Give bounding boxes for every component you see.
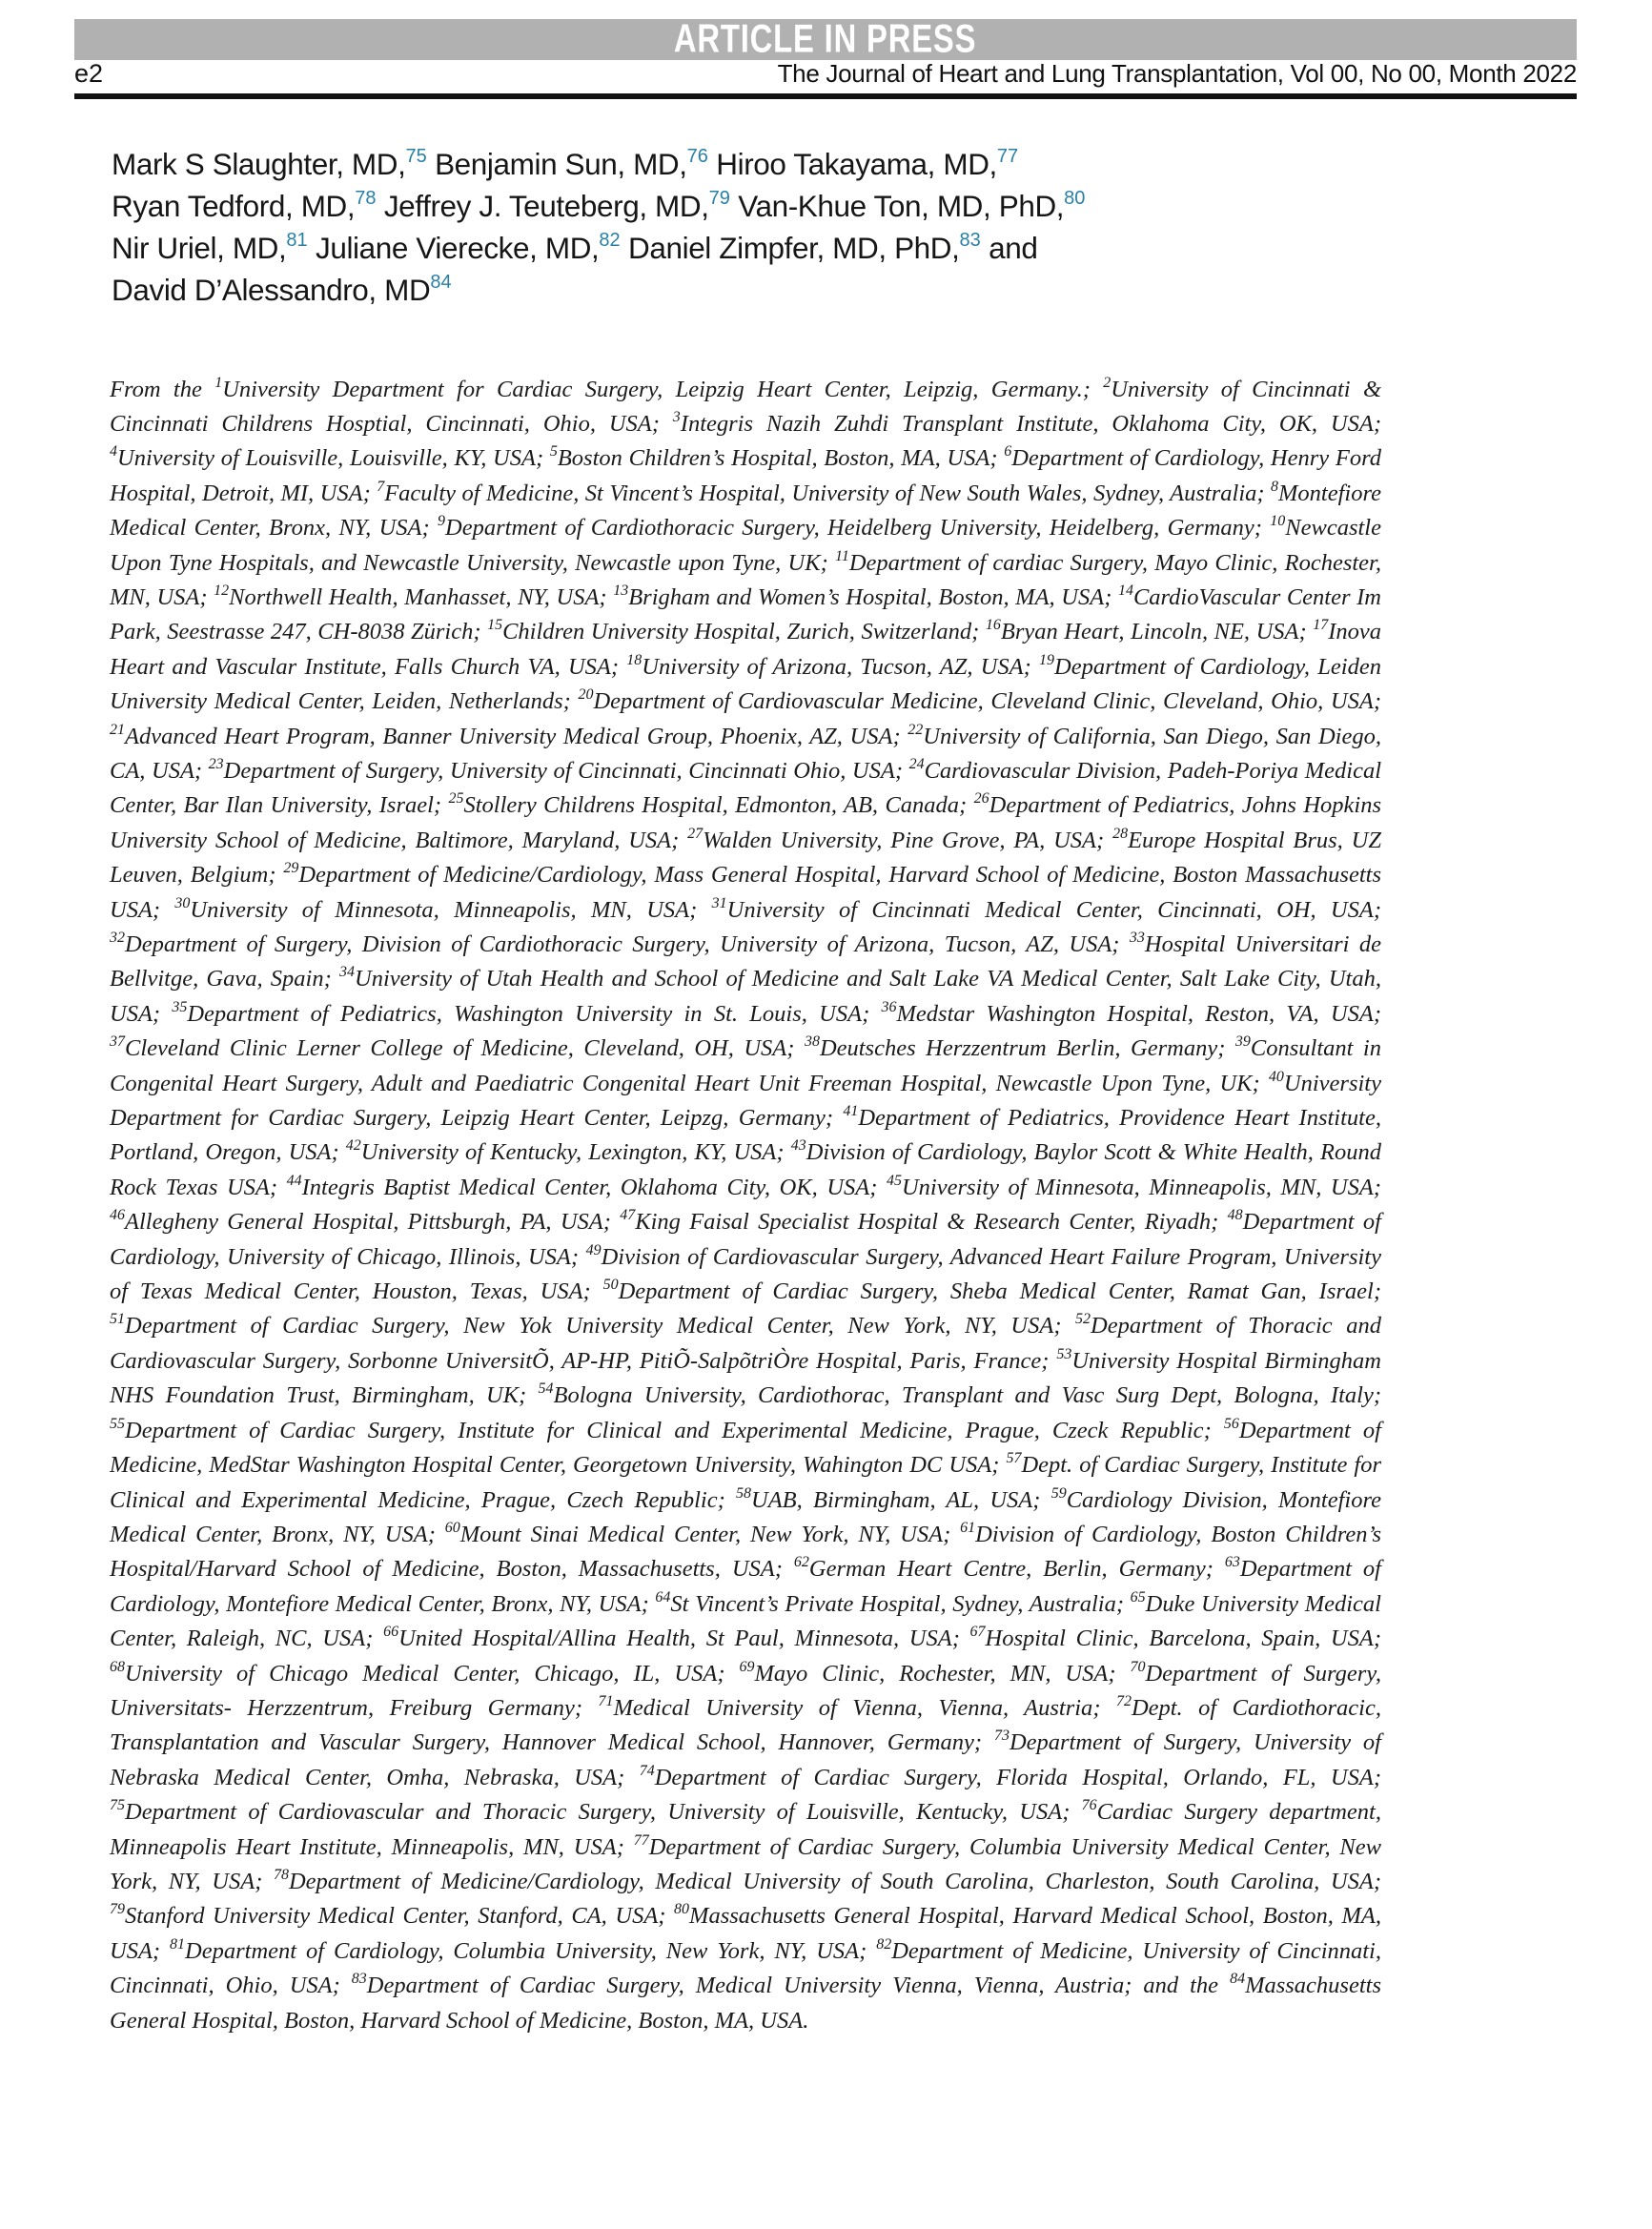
- affiliation-number: 31: [711, 894, 727, 911]
- article-in-press-label: ARTICLE IN PRESS: [674, 16, 977, 62]
- affiliation-number: 77: [633, 1831, 649, 1849]
- affiliation-number: 17: [1313, 617, 1329, 634]
- affiliation-number: 32: [110, 930, 125, 946]
- affiliation-number: 36: [881, 998, 897, 1015]
- affiliation-number: 6: [1004, 443, 1012, 460]
- affiliation-number: 27: [687, 825, 704, 842]
- affiliation-number: 14: [1117, 582, 1133, 599]
- affiliation-number: 41: [843, 1103, 859, 1120]
- affiliation-number: 59: [1050, 1484, 1067, 1502]
- author-affiliation-superscript: 82: [599, 229, 621, 251]
- page-number: e2: [74, 59, 104, 88]
- affiliation-number: 80: [674, 1901, 690, 1918]
- author-name: and: [980, 230, 1038, 265]
- author-affiliation-superscript: 79: [708, 187, 730, 209]
- author-name: Mark S Slaughter, MD,: [112, 146, 406, 181]
- affiliation-number: 46: [110, 1207, 125, 1224]
- affiliation-number: 7: [377, 478, 385, 495]
- affiliation-number: 43: [790, 1137, 806, 1155]
- affiliation-number: 38: [804, 1033, 820, 1051]
- affiliation-number: 72: [1115, 1692, 1132, 1709]
- affiliation-number: 15: [487, 617, 503, 634]
- affiliation-number: 11: [835, 547, 849, 564]
- affiliation-number: 44: [286, 1172, 302, 1189]
- affiliation-number: 53: [1056, 1345, 1072, 1362]
- affiliation-number: 42: [345, 1137, 361, 1155]
- author-list: [112, 143, 1294, 311]
- affiliation-number: 60: [444, 1519, 460, 1536]
- author-affiliation-superscript: 78: [355, 187, 377, 209]
- affiliation-number: 30: [174, 894, 191, 911]
- author-name: Benjamin Sun, MD,: [426, 146, 687, 181]
- affiliation-number: 62: [793, 1554, 809, 1571]
- affiliation-number: 67: [969, 1624, 986, 1641]
- affiliation-number: 23: [208, 755, 224, 772]
- affiliation-number: 61: [960, 1519, 976, 1536]
- author-affiliation-superscript: 84: [430, 271, 452, 293]
- author-name: Juliane Vierecke, MD,: [307, 230, 600, 265]
- author-affiliation-superscript: 77: [996, 145, 1019, 167]
- affiliation-number: 28: [1112, 825, 1129, 842]
- affiliation-number: 5: [549, 443, 558, 460]
- affiliation-number: 24: [908, 755, 925, 772]
- affiliation-number: 33: [1129, 930, 1145, 946]
- author-name: Nir Uriel, MD,: [112, 230, 287, 265]
- affiliation-number: 48: [1227, 1207, 1243, 1224]
- affiliation-number: 64: [655, 1588, 671, 1605]
- author-name: David D’Alessandro, MD: [112, 272, 431, 307]
- affiliation-number: 39: [1234, 1033, 1251, 1051]
- affiliation-number: 70: [1130, 1658, 1146, 1675]
- affiliation-number: 56: [1223, 1415, 1239, 1432]
- affiliation-number: 47: [620, 1207, 636, 1224]
- affiliation-number: 73: [993, 1728, 1010, 1745]
- affiliation-number: 19: [1039, 651, 1054, 668]
- affiliation-number: 2: [1103, 374, 1112, 391]
- affiliation-number: 63: [1224, 1554, 1240, 1571]
- affiliation-number: 3: [672, 408, 681, 425]
- affiliation-number: 12: [214, 582, 230, 599]
- author-name: Van-Khue Ton, MD, PhD,: [729, 188, 1065, 223]
- affiliation-number: 1: [214, 374, 223, 391]
- affiliation-number: 81: [170, 1935, 186, 1953]
- affiliation-number: 10: [1270, 513, 1286, 530]
- running-header: [74, 59, 1577, 89]
- header-rule: [74, 93, 1577, 99]
- affiliation-number: 69: [739, 1658, 755, 1675]
- author-affiliation-superscript: 81: [286, 229, 308, 251]
- affiliation-number: 51: [110, 1311, 125, 1328]
- affiliation-number: 74: [639, 1762, 655, 1779]
- affiliation-number: 54: [538, 1380, 554, 1398]
- affiliation-number: 13: [613, 582, 629, 599]
- affiliation-number: 75: [110, 1797, 125, 1814]
- affiliation-number: 21: [110, 721, 125, 738]
- author-affiliation-superscript: 75: [405, 145, 427, 167]
- affiliation-number: 4: [110, 443, 117, 460]
- affiliation-number: 20: [578, 686, 594, 704]
- affiliation-number: 25: [448, 790, 464, 808]
- affiliation-number: 8: [1271, 478, 1279, 495]
- affiliation-number: 29: [283, 860, 299, 877]
- affiliation-number: 9: [438, 513, 446, 530]
- affiliation-number: 65: [1130, 1588, 1146, 1605]
- affiliation-number: 58: [736, 1484, 751, 1502]
- affiliations: From the $^1$University Department for Cardiac Surgery, Leipzig Heart Center, Leipzig, Germany.; $^2$University of Cincinnati & Cincinnati Childrens Hosptial, Cincinnati, Ohio, USA; $^3$Integris Nazih Zuhdi Transplant Institute, Oklahoma City, OK, USA; $^4$University of Louisville, Louisville, KY, USA; $^5$Boston Children’s Hospital, Boston, MA, USA; $^6$Department of Cardiology, Henry Ford Hospital, Detroit, MI, USA; $^7$Faculty of Medicine, St Vincent’s Hospital, University of New South Wales, Sydney, Australia; $^8$Montefiore Medical Center, Bronx, NY, USA; $^9$Department of Cardiothoracic Surgery, Heidelberg University, Heidelberg, Germany; $^{10}$Newcastle Upon Tyne Hospitals, and Newcastle University, Newcastle upon Tyne, UK; $^{11}$Department of cardiac Surgery, Mayo Clinic, Rochester, MN, USA; $^{12}$Northwell Health, Manhasset, NY, USA; $^{13}$Brigham and Women’s Hospital, Boston, MA, USA; $^{14}$CardioVascular Center Im Park, Seestrasse 247, CH-8038 Zürich; $^{15}$Children University Hospital, Zurich, Switzerland; $^{16}$Bryan Heart, Lincoln, NE, USA; $^{17}$Inova Heart and Vascular Institute, Falls Church VA, USA; $^{18}$University of Arizona, Tucson, AZ, USA; $^{19}$Department of Cardiology, Leiden University Medical Center, Leiden, Netherlands; $^{20}$Department of Cardiovascular Medicine, Cleveland Clinic, Cleveland, Ohio, USA; $^{21}$Advanced Heart Program, Banner University Medical Group, Phoenix, AZ, USA; $^{22}$University of California, San Diego, San Diego, CA, USA; $^{23}$Department of Surgery, University of Cincinnati, Cincinnati Ohio, USA; $^{24}$Cardiovascular Division, Padeh-Poriya Medical Center, Bar Ilan University, Israel; $^{25}$Stollery Childrens Hospital, Edmonton, AB, Canada; $^{26}$Department of Pediatrics, Johns Hopkins University School of Medicine, Baltimore, Maryland, USA; $^{27}$Walden University, Pine Grove, PA, USA; $^{28}$Europe Hospital Brus, UZ Leuven, Belgium; $^{29}$Department of Medicine/Cardiology, Mass General Hospital, Harvard School of Medicine, Boston Massachusetts USA; $^{30}$University of Minnesota, Minneapolis, MN, USA; $^{31}$University of Cincinnati Medical Center, Cincinnati, OH, USA; $^{32}$Department of Surgery, Division of Cardiothoracic Surgery, University of Arizona, Tucson, AZ, USA; $^{33}$Hospital Universitari de Bellvitge, Gava, Spain; $^{34}$University of Utah Health and School of Medicine and Salt Lake VA Medical Center, Salt Lake City, Utah, USA; $^{35}$Department of Pediatrics, Washington University in St. Louis, USA; $^{36}$Medstar Washington Hospital, Reston, VA, USA; $^{37}$Cleveland Clinic Lerner College of Medicine, Cleveland, OH, USA; $^{38}$Deutsches Herzzentrum Berlin, Germany; $^{39}$Consultant in Congenital Heart Surgery, Adult and Paediatric Congenital Heart Unit Freeman Hospital, Newcastle Upon Tyne, UK; $^{40}$University Department for Cardiac Surgery, Leipzig Heart Center, Leipzg, Germany; $^{41}$Department of Pediatrics, Providence Heart Institute, Portland, Oregon, USA; $^{42}$University of Kentucky, Lexington, KY, USA; $^{43}$Division of Cardiology, Baylor Scott & White Health, Round Rock Texas USA; $^{44}$Integris Baptist Medical Center, Oklahoma City, OK, USA; $^{45}$University of Minnesota, Minneapolis, MN, USA; $^{46}$Allegheny General Hospital, Pittsburgh, PA, USA; $^{47}$King Faisal Specialist Hospital & Research Center, Riyadh; $^{48}$Department of Cardiology, University of Chicago, Illinois, USA; $^{49}$Division of Cardiovascular Surgery, Advanced Heart Failure Program, University of Texas Medical Center, Houston, Texas, USA; $^{50}$Department of Cardiac Surgery, Sheba Medical Center, Ramat Gan, Israel; $^{51}$Department of Cardiac Surgery, New Yok University Medical Center, New York, NY, USA; $^{52}$Department of Thoracic and Cardiovascular Surgery, Sorbonne UniversitÕ, AP-HP, PitiÕ-SalpõtriÒre Hospital, Paris, France; $^{53}$University Hospital Birmingham NHS Foundation Trust, Birmingham, UK; $^{54}$Bologna University, Cardiothorac, Transplant and Vasc Surg Dept, Bologna, Italy; $^{55}$Department of Cardiac Surgery, Institute for Clinical and Experimental Medicine, Prague, Czeck Republic; $^{56}$Department of Medicine, MedStar Washington Hospital Center, Georgetown University, Wahington DC USA; $^{57}$Dept. of Cardiac Surgery, Institute for Clinical and Experimental Medicine, Prague, Czech Republic; $^{58}$UAB, Birmingham, AL, USA; $^{59}$Cardiology Division, Montefiore Medical Center, Bronx, NY, USA; $^{60}$Mount Sinai Medical Center, New York, NY, USA; $^{61}$Division of Cardiology, Boston Children’s Hospital/Harvard School of Medicine, Boston, Massachusetts, USA; $^{62}$German Heart Centre, Berlin, Germany; $^{63}$Department of Cardiology, Montefiore Medical Center, Bronx, NY, USA; $^{64}$St Vincent’s Private Hospital, Sydney, Australia; $^{65}$Duke University Medical Center, Raleigh, NC, USA; $^{66}$United Hospital/Allina Health, St Paul, Minnesota, USA; $^{67}$Hospital Clinic, Barcelona, Spain, USA; $^{68}$University of Chicago Medical Center, Chicago, IL, USA; $^{69}$Mayo Clinic, Rochester, MN, USA; $^{70}$Department of Surgery, Universitats- Herzzentrum, Freiburg Germany; $^{71}$Medical University of Vienna, Vienna, Austria; $^{72}$Dept. of Cardiothoracic, Transplantation and Vascular Surgery, Hannover Medical School, Hannover, Germany; $^{73}$Department of Surgery, University of Nebraska Medical Center, Omha, Nebraska, USA; $^{74}$Department of Cardiac Surgery, Florida Hospital, Orlando, FL, USA; $^{75}$Department of Cardiovascular and Thoracic Surgery, University of Louisville, Kentucky, USA; $^{76}$Cardiac Surgery department, Minneapolis Heart Institute, Minneapolis, MN, USA; $^{77}$Department of Cardiac Surgery, Columbia University Medical Center, New York, NY, USA; $^{78}$Department of Medicine/Cardiology, Medical University of South Carolina, Charleston, South Carolina, USA; $^{79}$Stanford University Medical Center, Stanford, CA, USA; $^{80}$Massachusetts General Hospital, Harvard Medical School, Boston, MA, USA; $^{81}$Department of Cardiology, Columbia University, New York, NY, USA; $^{82}$Department of Medicine, University of Cincinnati, Cincinnati, Ohio, USA; $^{83}$Department of Cardiac Surgery, Medical University Vienna, Vienna, Austria; and the $^{84}$Massachusetts General Hospital, Boston, Harvard School of Medicine, Boston, MA, USA.: [110, 374, 1381, 2034]
- affiliation-number: 52: [1075, 1311, 1091, 1328]
- author-affiliation-superscript: 76: [686, 145, 708, 167]
- affiliation-number: 45: [886, 1172, 902, 1189]
- affiliation-number: 50: [602, 1277, 619, 1294]
- affiliation-number: 37: [110, 1033, 125, 1051]
- affiliation-number: 66: [383, 1624, 399, 1641]
- affiliation-number: 71: [598, 1692, 614, 1709]
- affiliation-number: 40: [1268, 1068, 1284, 1085]
- affiliation-number: 49: [585, 1241, 602, 1258]
- article-in-press-banner: [74, 16, 1577, 62]
- author-name: Daniel Zimpfer, MD, PhD,: [620, 230, 960, 265]
- affiliation-number: 26: [973, 790, 989, 808]
- affiliation-number: 57: [1006, 1450, 1022, 1467]
- author-name: Jeffrey J. Teuteberg, MD,: [376, 188, 709, 223]
- author-affiliation-superscript: 83: [959, 229, 981, 251]
- affiliation-number: 78: [273, 1866, 289, 1883]
- affiliation-number: 35: [172, 998, 188, 1015]
- affiliation-number: 22: [908, 721, 924, 738]
- author-name: Hiroo Takayama, MD,: [707, 146, 997, 181]
- affiliation-number: 68: [110, 1658, 125, 1675]
- affiliation-number: 34: [339, 964, 355, 981]
- affiliation-number: 79: [110, 1901, 125, 1918]
- author-affiliation-superscript: 80: [1064, 187, 1086, 209]
- affiliation-number: 76: [1081, 1797, 1097, 1814]
- affiliation-number: 82: [876, 1935, 892, 1953]
- author-name: Ryan Tedford, MD,: [112, 188, 356, 223]
- affiliation-number: 18: [626, 651, 642, 668]
- affiliation-number: 55: [110, 1415, 125, 1432]
- affiliation-number: 16: [985, 617, 1001, 634]
- affiliation-number: 83: [351, 1971, 367, 1988]
- affiliation-number: 84: [1230, 1971, 1246, 1988]
- journal-citation: The Journal of Heart and Lung Transplantation, Vol 00, No 00, Month 2022: [777, 59, 1577, 88]
